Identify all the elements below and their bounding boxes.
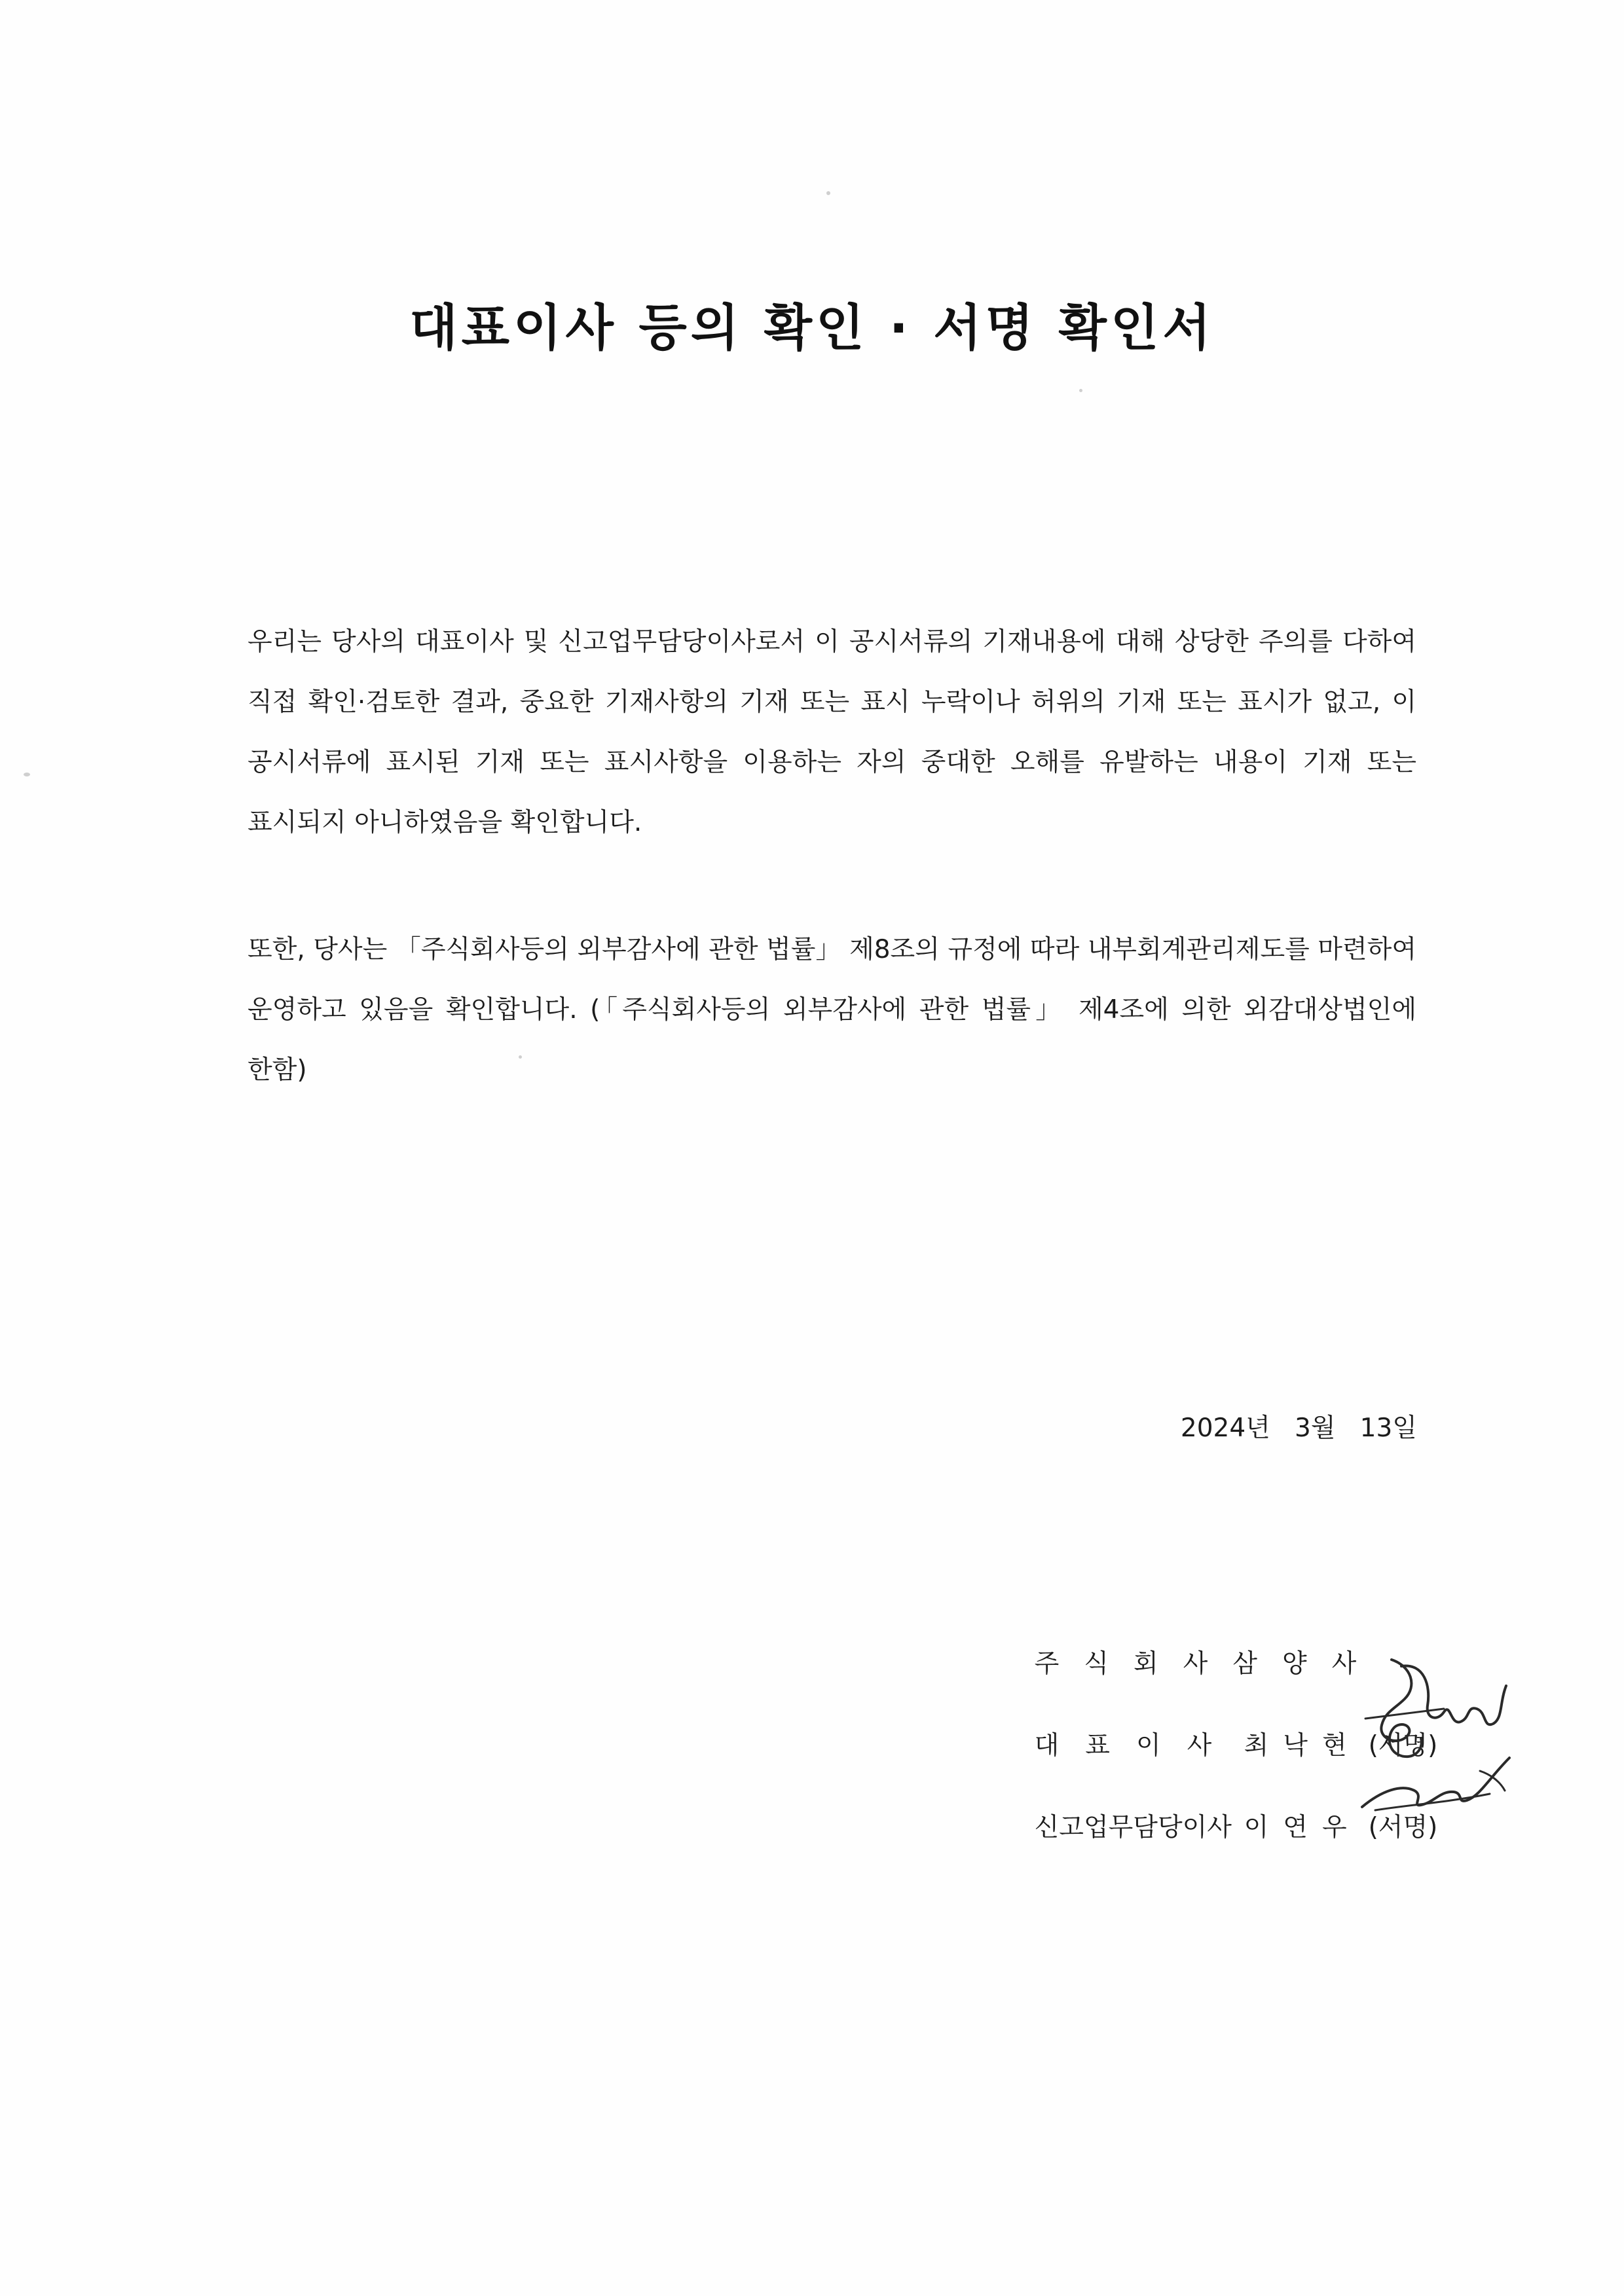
document-date: 2024년 3월 13일 [1180,1413,1417,1443]
signer-name: 이연우 [1244,1813,1361,1842]
page-title: 대표이사 등의 확인 · 서명 확인서 [409,299,1215,357]
scan-speck [826,191,830,195]
signer-role: 신고업무담당이사 [1034,1813,1232,1842]
signature-mark-label: (서명) [1368,1813,1438,1842]
company-name: 주식회사삼양사 [1034,1649,1382,1679]
signature-mark-label: (서명) [1368,1731,1438,1760]
signer-role: 대표이사 [1034,1731,1238,1760]
confirmation-paragraph: 우리는 당사의 대표이사 및 신고업무담당이사로서 이 공시서류의 기재내용에 대해 상당한 주의를 다하여 직접 확인·검토한 결과, 중요한 기재사항의 기재 또는 표시 누락이나 허위의 기재 또는 표시가 없고, 이 공시서류에 표시된 기재 또는 표시사항을 이용하는 자의 중대한 오해를 유발하는 내용이 기재 또는 표시되지 아니하였음을 확인합니다. [248,627,1416,837]
scan-speck [519,1055,522,1059]
signer-row-disclosure-officer [1002,1777,1438,1873]
internal-control-paragraph: 또한, 당사는 「주식회사등의 외부감사에 관한 법률」 제8조의 규정에 따라 내부회계관리제도를 마련하여 운영하고 있음을 확인합니다. (「주식회사등의 외부감사에 관한 법률」 제4조에 의한 외감대상법인에 한함) [248,935,1416,1085]
scan-speck [1079,389,1082,392]
signer-name: 최낙현 [1244,1731,1361,1760]
scan-speck [24,773,30,776]
